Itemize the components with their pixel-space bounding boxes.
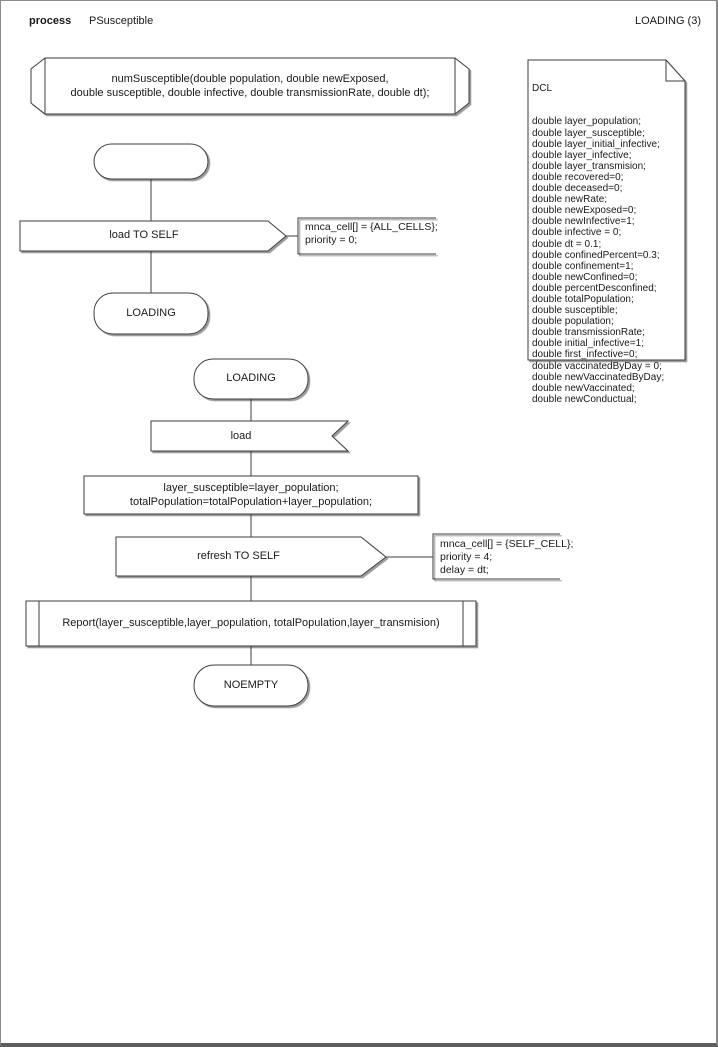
procedure-signature-line2: double susceptible, double infective, double transmissionRate, double dt);: [70, 87, 430, 99]
header-page-label: LOADING (3): [634, 15, 701, 27]
state-loading-start-label: LOADING: [226, 372, 276, 384]
send-refresh-label: refresh TO SELF: [197, 550, 280, 562]
annotation-load-text: mnca_cell[] = {ALL_CELLS}; priority = 0;: [305, 221, 438, 246]
send-load-label: load TO SELF: [109, 229, 179, 241]
procedure-signature-line1: numSusceptible(double population, double newExposed,: [111, 73, 389, 85]
dcl-note-text: [532, 61, 682, 427]
header-process-label: process: [29, 15, 72, 27]
task-assign-line2: totalPopulation=totalPopulation+layer_population;: [129, 496, 373, 508]
start-state-shape[interactable]: [94, 144, 208, 179]
state-loading-end-label: LOADING: [126, 307, 176, 319]
input-load-label: load: [230, 430, 252, 442]
task-assign-line1: layer_susceptible=layer_population;: [163, 482, 339, 494]
dcl-title: DCL: [532, 83, 553, 95]
dcl-declarations: double layer_population; double layer_susceptible; double layer_initial_infective; double layer_infective; double layer_transmision; double recovered=0; double deceased=0; double newRate; double newExposed=0; double newInfective=1; double infective = 0; double dt = 0.1; double confinedPercent=0.3; double confinement=1; double newConfined=0; double percentDesconfined; double totalPopulation; double susceptible; double population; double transmissionRate; double initial_infective=1; double first_infective=0; double vaccinatedByDay = 0; double newVaccinatedByDay; double newVaccinated; double newConductual;: [532, 116, 665, 405]
header-process-name: PSusceptible: [89, 15, 154, 27]
state-noempty-label: NOEMPTY: [223, 679, 279, 691]
procedure-report-label: Report(layer_susceptible,layer_population, totalPopulation,layer_transmision): [62, 617, 440, 629]
annotation-refresh-text: mnca_cell[] = {SELF_CELL}; priority = 4; delay = dt;: [440, 538, 574, 576]
procedure-signature-label: [31, 72, 469, 100]
task-assign-label: [84, 481, 418, 509]
